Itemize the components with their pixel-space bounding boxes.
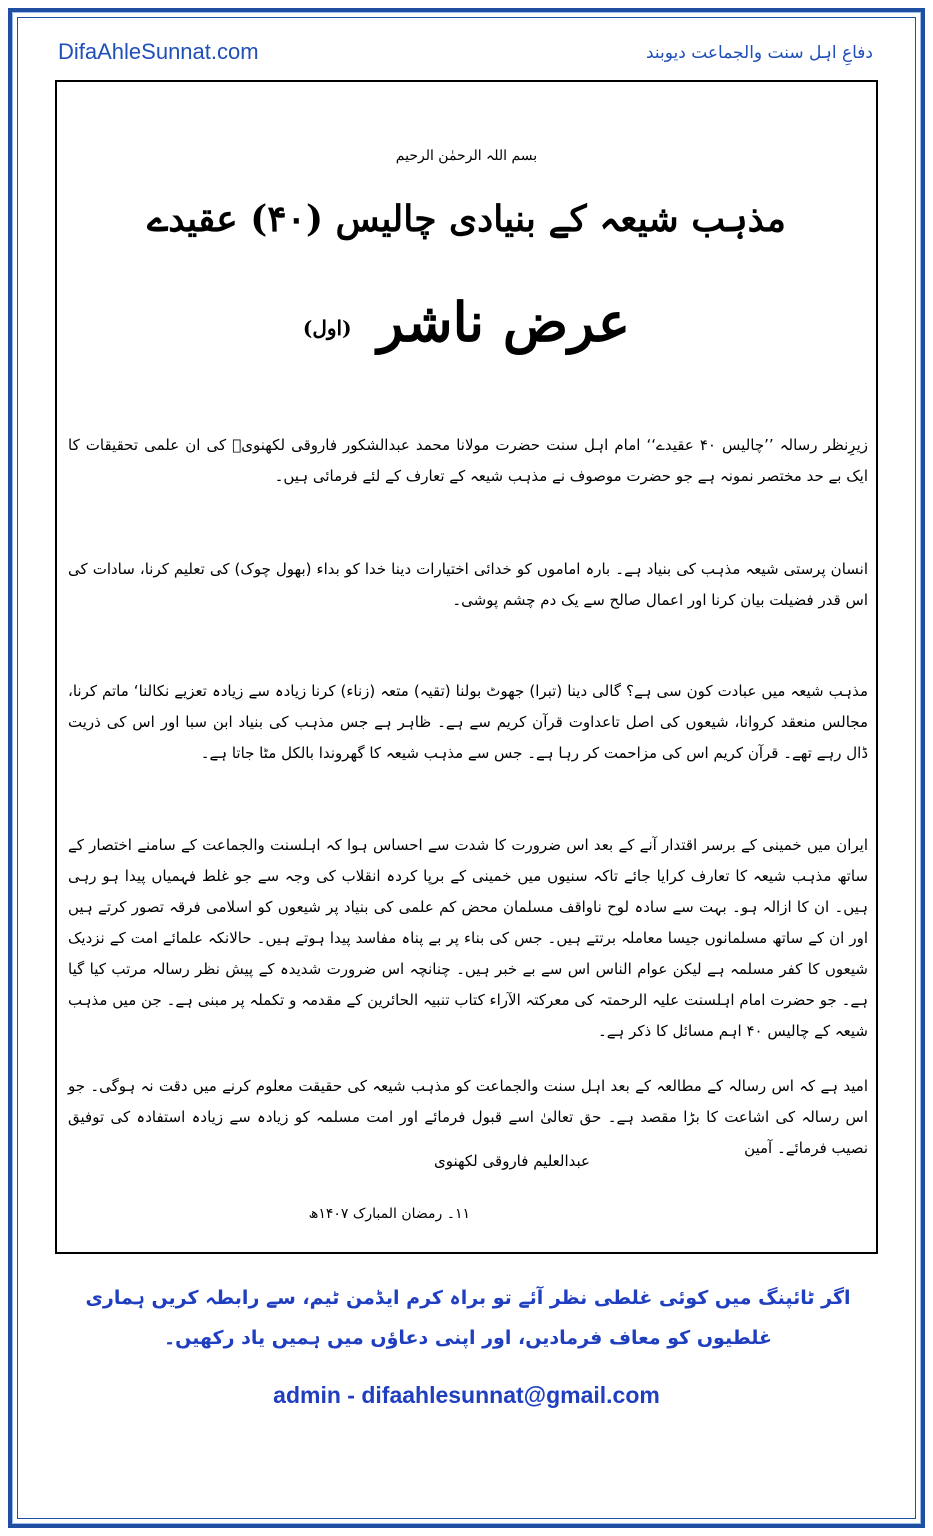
- paragraph-4: ایران میں خمینی کے برسر اقتدار آنے کے بعد اس ضرورت کا شدت سے احساس ہوا کہ اہلسنت والجماعت کے سامنے اختصار کے ساتھ مذہب شیعہ کا تعارف کرایا جائے تاکہ سنیوں میں خمینی کے برپا کردہ انقلاب کی وجہ سے جو غلط فہمیاں پیدا ہو رہی ہیں۔ ان کا ازالہ ہو۔ بہت سے سادہ لوح ناواقف مسلمان محض کم علمی کی بنیاد پر شیعوں کو اسلامی فرقہ تصور کرتے ہیں اور ان کے ساتھ مسلمانوں جیسا معاملہ برتتے ہیں۔ جس کی بناء پر بے پناہ مفاسد پیدا ہوتے ہیں۔ حالانکہ علمائے امت کے نزدیک شیعوں کا کفر مسلمہ ہے لیکن عوام الناس اس سے بے خبر ہیں۔ چنانچہ اس ضرورت شدیدہ کے پیش نظر رسالہ مرتب کیا گیا ہے۔ جو حضرت امام اہلسنت علیہ الرحمتہ کی معرکتہ الآراء کتاب تنبیہ الحائرین کے مقدمہ و تکملہ پر مبنی ہے۔ جن میں مذہب شیعہ کے چالیس ۴۰ اہم مسائل کا ذکر ہے۔: [68, 836, 868, 1040]
- subtitle: عرض ناشر: [377, 290, 631, 354]
- bismillah: بسم اللہ الرحمٰن الرحیم: [395, 148, 538, 164]
- contact-email-link[interactable]: admin - difaahlesunnat@gmail.com: [273, 1382, 660, 1408]
- site-url-link[interactable]: DifaAhleSunnat.com: [58, 39, 259, 64]
- author-signature: عبدالعلیم فاروقی لکھنوی: [433, 1152, 590, 1170]
- subtitle-tag: (اول): [302, 316, 352, 340]
- paragraph-2: انسان پرستی شیعہ مذہب کی بنیاد ہے۔ بارہ اماموں کو خدائی اختیارات دینا خدا کو بداء (بھول چوک) کی تعلیم کرنا، سادات کی اس قدر فضیلت بیان کرنا اور اعمال صالح سے یک دم چشم پوشی۔: [68, 560, 868, 609]
- header-bar: [20, 28, 913, 76]
- subtitle-row: [0, 290, 933, 354]
- paragraph-1: زیرِنظر رسالہ ’’چالیس ۴۰ عقیدے‘‘ امام اہل سنت حضرت مولانا محمد عبدالشکور فاروقی لکھنویؒ کی ان علمی تحقیقات کا ایک بے حد مختصر نمونہ ہے جو حضرت موصوف نے مذہب شیعہ کے تعارف کے لئے فرمائی ہیں۔: [68, 436, 868, 485]
- footer-note: اگر ٹائپنگ میں کوئی غلطی نظر آئے تو براہ کرم ایڈمن ٹیم، سے رابطہ کریں ہماری غلطیوں کو معاف فرمادیں، اور اپنی دعاؤں میں ہمیں یاد رکھیں۔: [85, 1287, 851, 1349]
- publication-date: ۱۱۔ رمضان المبارک ۱۴۰۷ھ: [308, 1206, 470, 1222]
- site-name-urdu: دفاعِ اہل سنت والجماعت دیوبند: [645, 42, 873, 63]
- paragraph-3: مذہب شیعہ میں عبادت کون سی ہے؟ گالی دینا (تبرا) جھوٹ بولنا (تقیہ) متعہ (زناء) کرنا زیادہ سے زیادہ تعزیے نکالنا‘ ماتم کرنا، مجالس منعقد کروانا، شیعوں کی اصل تاعداوت قرآن کریم سے ہے۔ ظاہر ہے جس مذہب کی بنیاد ابن سبا اور اس کی ذریت ڈال رہے تھے۔ قرآن کریم اس کی مزاحمت کر رہا ہے۔ جس سے مذہب شیعہ کا گھروندا بالکل مٹا جاتا ہے۔: [68, 682, 868, 762]
- page-title: مذہب شیعہ کے بنیادی چالیس (۴۰) عقیدے: [147, 198, 786, 240]
- paragraph-5: امید ہے کہ اس رسالہ کے مطالعہ کے بعد اہل سنت والجماعت کو مذہب شیعہ کی حقیقت معلوم کرنے میں دقت نہ ہوگی۔ جو اس رسالہ کی اشاعت کا بڑا مقصد ہے۔ حق تعالیٰ اسے قبول فرمائے اور امت مسلمہ کو زیادہ سے زیادہ استفادہ کی توفیق نصیب فرمائے۔ آمین: [68, 1077, 868, 1157]
